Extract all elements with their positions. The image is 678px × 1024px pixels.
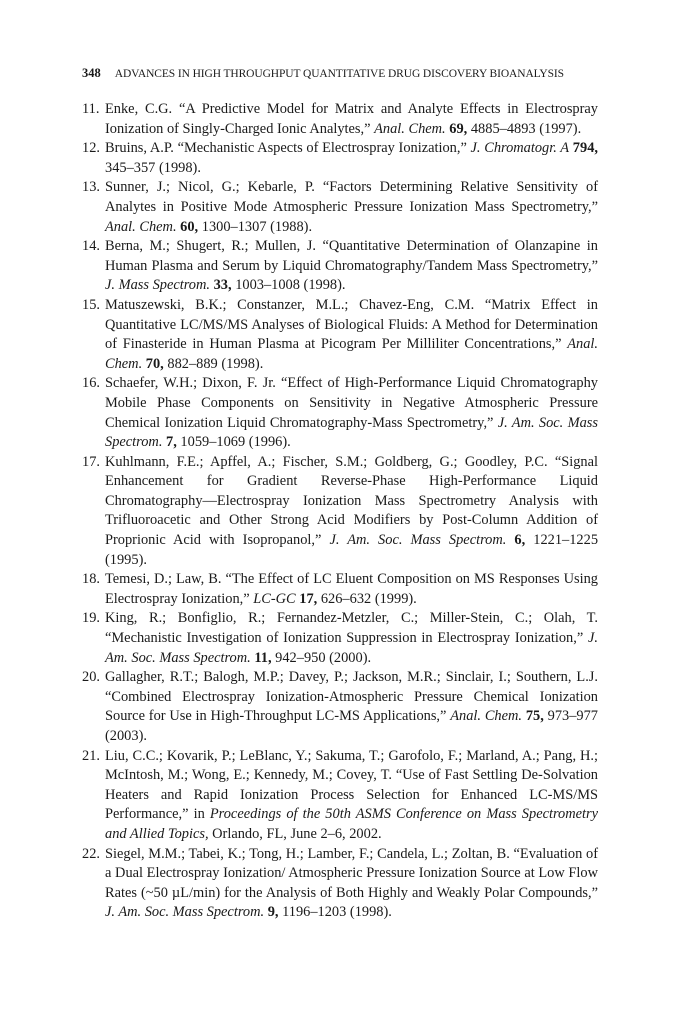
reference-text — [105, 101, 598, 137]
reference-segment: Bruins, A.P. “Mechanistic Aspects of Electrospray Ionization,” — [105, 140, 471, 157]
reference-number: 16. — [82, 375, 100, 392]
reference-segment: Gallagher, R.T.; Balogh, M.P.; Davey, P.; Jackson, M.R.; Sinclair, I.; Southern, L.J. “Combined Electrospray Ionization-Atmospheric Pressure Chemical Ionization Source for Use in High-Throughput LC-MS Applications,” — [105, 669, 598, 725]
reference-number: 13. — [82, 179, 100, 196]
reference-number: 18. — [82, 571, 100, 588]
reference-number: 15. — [82, 296, 100, 313]
journal-title: J. Am. Soc. Mass Spectrom. — [105, 630, 598, 666]
reference-segment: 1221–1225 (1995). — [105, 532, 599, 568]
reference-list — [82, 100, 598, 923]
reference-segment: King, R.; Bonfiglio, R.; Fernandez-Metzler, C.; Miller-Stein, C.; Olah, T. “Mechanistic Investigation of Ionization Suppression in Electrospray Ionization,” — [105, 610, 598, 647]
journal-title: J. Am. Soc. Mass Spectrom. — [329, 532, 507, 549]
reference-segment: 4885–4893 (1997). — [467, 120, 582, 137]
reference-text — [105, 238, 598, 293]
reference-text — [105, 571, 598, 607]
reference-segment: Liu, C.C.; Kovarik, P.; LeBlanc, Y.; Sakuma, T.; Garofolo, F.; Marland, A.; Pang, H.; McIntosh, M.; Wong, E.; Kennedy, M.; Covey, T. “Use of Fast Settling De-Solvation Heaters and Rapid Ionization Process Selection for Enhanced LC-MS/MS Performance,” in — [105, 747, 598, 823]
reference-item — [82, 747, 598, 845]
reference-segment: Matuszewski, B.K.; Constanzer, M.L.; Chavez-Eng, C.M. “Matrix Effect in Quantitative LC/MS/MS Analyses of Biological Fluids: A Method for Determination of Finasteride in Human Plasma at Picogram Per Milliliter Concentrations,” — [105, 296, 598, 353]
volume-number: 11, — [254, 649, 272, 666]
reference-segment: 1300–1307 (1988). — [198, 218, 313, 235]
journal-title: J. Chromatogr. A — [470, 140, 570, 157]
journal-title: J. Am. Soc. Mass Spectrom. — [105, 904, 265, 921]
reference-item — [82, 237, 598, 296]
reference-text — [105, 297, 598, 372]
reference-segment: 1059–1069 (1996). — [176, 434, 291, 451]
reference-segment: Berna, M.; Shugert, R.; Mullen, J. “Quantitative Determination of Olanzapine in Human Plasma and Serum by Liquid Chromatography/Tandem Mass Spectrometry,” — [105, 238, 598, 274]
journal-title: Anal. Chem. — [450, 708, 522, 725]
reference-number: 11. — [82, 101, 100, 117]
reference-segment: Temesi, D.; Law, B. “The Effect of LC Eluent Composition on MS Responses Using Electrospray Ionization,” — [105, 571, 598, 607]
reference-segment: Kuhlmann, F.E.; Apffel, A.; Fischer, S.M.; Goldberg, G.; Goodley, P.C. “Signal Enhancement for Gradient Reverse-Phase High-Performance Liquid Chromatography—Electrospray Ionization Mass Spectrometry Analysis with Trifluoroacetic and Other Strong Acid Modifiers by Post-Column Addition of Proprionic Acid with Isopropanol,” — [105, 453, 598, 549]
reference-item — [82, 139, 598, 178]
reference-segment: 345–357 (1998). — [105, 159, 201, 176]
reference-item — [82, 668, 598, 746]
volume-number: 75, — [525, 708, 544, 725]
reference-number: 21. — [82, 747, 100, 764]
reference-segment: 1003–1008 (1998). — [231, 277, 346, 294]
reference-item — [82, 100, 598, 139]
running-title: ADVANCES IN HIGH THROUGHPUT QUANTITATIVE DRUG DISCOVERY BIOANALYSIS — [114, 68, 564, 80]
journal-title: Anal. Chem. — [374, 120, 446, 137]
reference-item — [82, 609, 598, 668]
reference-text — [105, 846, 598, 921]
reference-text — [105, 140, 598, 176]
journal-title: J. Am. Soc. Mass Spectrom. — [105, 414, 598, 451]
reference-number: 14. — [82, 238, 100, 255]
reference-number: 12. — [82, 140, 100, 157]
reference-segment: 882–889 (1998). — [163, 355, 264, 372]
reference-text — [105, 610, 598, 665]
reference-number: 17. — [82, 453, 100, 470]
volume-number: 33, — [213, 277, 232, 294]
reference-number: 19. — [82, 610, 100, 627]
volume-number: 6, — [514, 532, 526, 549]
journal-title: LC-GC — [253, 590, 296, 607]
reference-segment: Enke, C.G. “A Predictive Model for Matrix and Analyte Effects in Electrospray Ionization of Singly-Charged Ionic Analytes,” — [105, 101, 598, 137]
reference-text — [105, 748, 598, 842]
reference-number: 20. — [82, 669, 100, 686]
volume-number: 794, — [572, 140, 598, 157]
journal-title: Proceedings of the 50th ASMS Conference on Mass Spectrometry and Allied Topics, — [105, 806, 598, 842]
journal-title: Anal. Chem. — [105, 218, 177, 235]
reference-item — [82, 570, 598, 609]
reference-segment: 973–977 (2003). — [105, 708, 598, 744]
journal-title: J. Mass Spectrom. — [105, 277, 210, 294]
reference-item — [82, 374, 598, 452]
reference-item — [82, 845, 598, 923]
page-number: 348 — [82, 66, 101, 80]
reference-segment: 626–632 (1999). — [317, 590, 417, 607]
volume-number: 17, — [299, 590, 318, 607]
volume-number: 7, — [166, 434, 177, 451]
volume-number: 60, — [180, 218, 199, 235]
reference-text — [105, 669, 598, 744]
reference-segment: 1196–1203 (1998). — [278, 904, 392, 921]
reference-segment: Schaefer, W.H.; Dixon, F. Jr. “Effect of High-Performance Liquid Chromatography Mobile Phase Components on Sensitivity in Negative Atmospheric Pressure Chemical Ionization Liquid Chromatography-Mass Spectrometry,” — [105, 375, 598, 431]
reference-segment: Siegel, M.M.; Tabei, K.; Tong, H.; Lamber, F.; Candela, L.; Zoltan, B. “Evaluation of a Dual Electrospray Ionization/ Atmospheric Pressure Ionization Source at Low Flow Rates (~50 µL/min) for the Analysis of Both Highly and Weakly Polar Compounds,” — [105, 845, 598, 901]
reference-segment: 942–950 (2000). — [271, 649, 372, 666]
volume-number: 9, — [267, 904, 279, 921]
journal-title: Anal. Chem. — [105, 336, 598, 372]
volume-number: 70, — [145, 355, 164, 372]
reference-text — [105, 454, 598, 568]
reference-segment: Orlando, FL, June 2–6, 2002. — [208, 825, 382, 842]
reference-item — [82, 296, 598, 374]
reference-number: 22. — [82, 845, 100, 862]
volume-number: 69, — [449, 120, 468, 137]
reference-item — [82, 453, 598, 571]
reference-text — [105, 375, 598, 450]
reference-segment: Sunner, J.; Nicol, G.; Kebarle, P. “Factors Determining Relative Sensitivity of Analytes in Positive Mode Atmospheric Pressure Ionization Mass Spectrometry,” — [105, 179, 598, 215]
reference-text — [105, 179, 598, 234]
reference-item — [82, 178, 598, 237]
running-head — [82, 66, 618, 81]
